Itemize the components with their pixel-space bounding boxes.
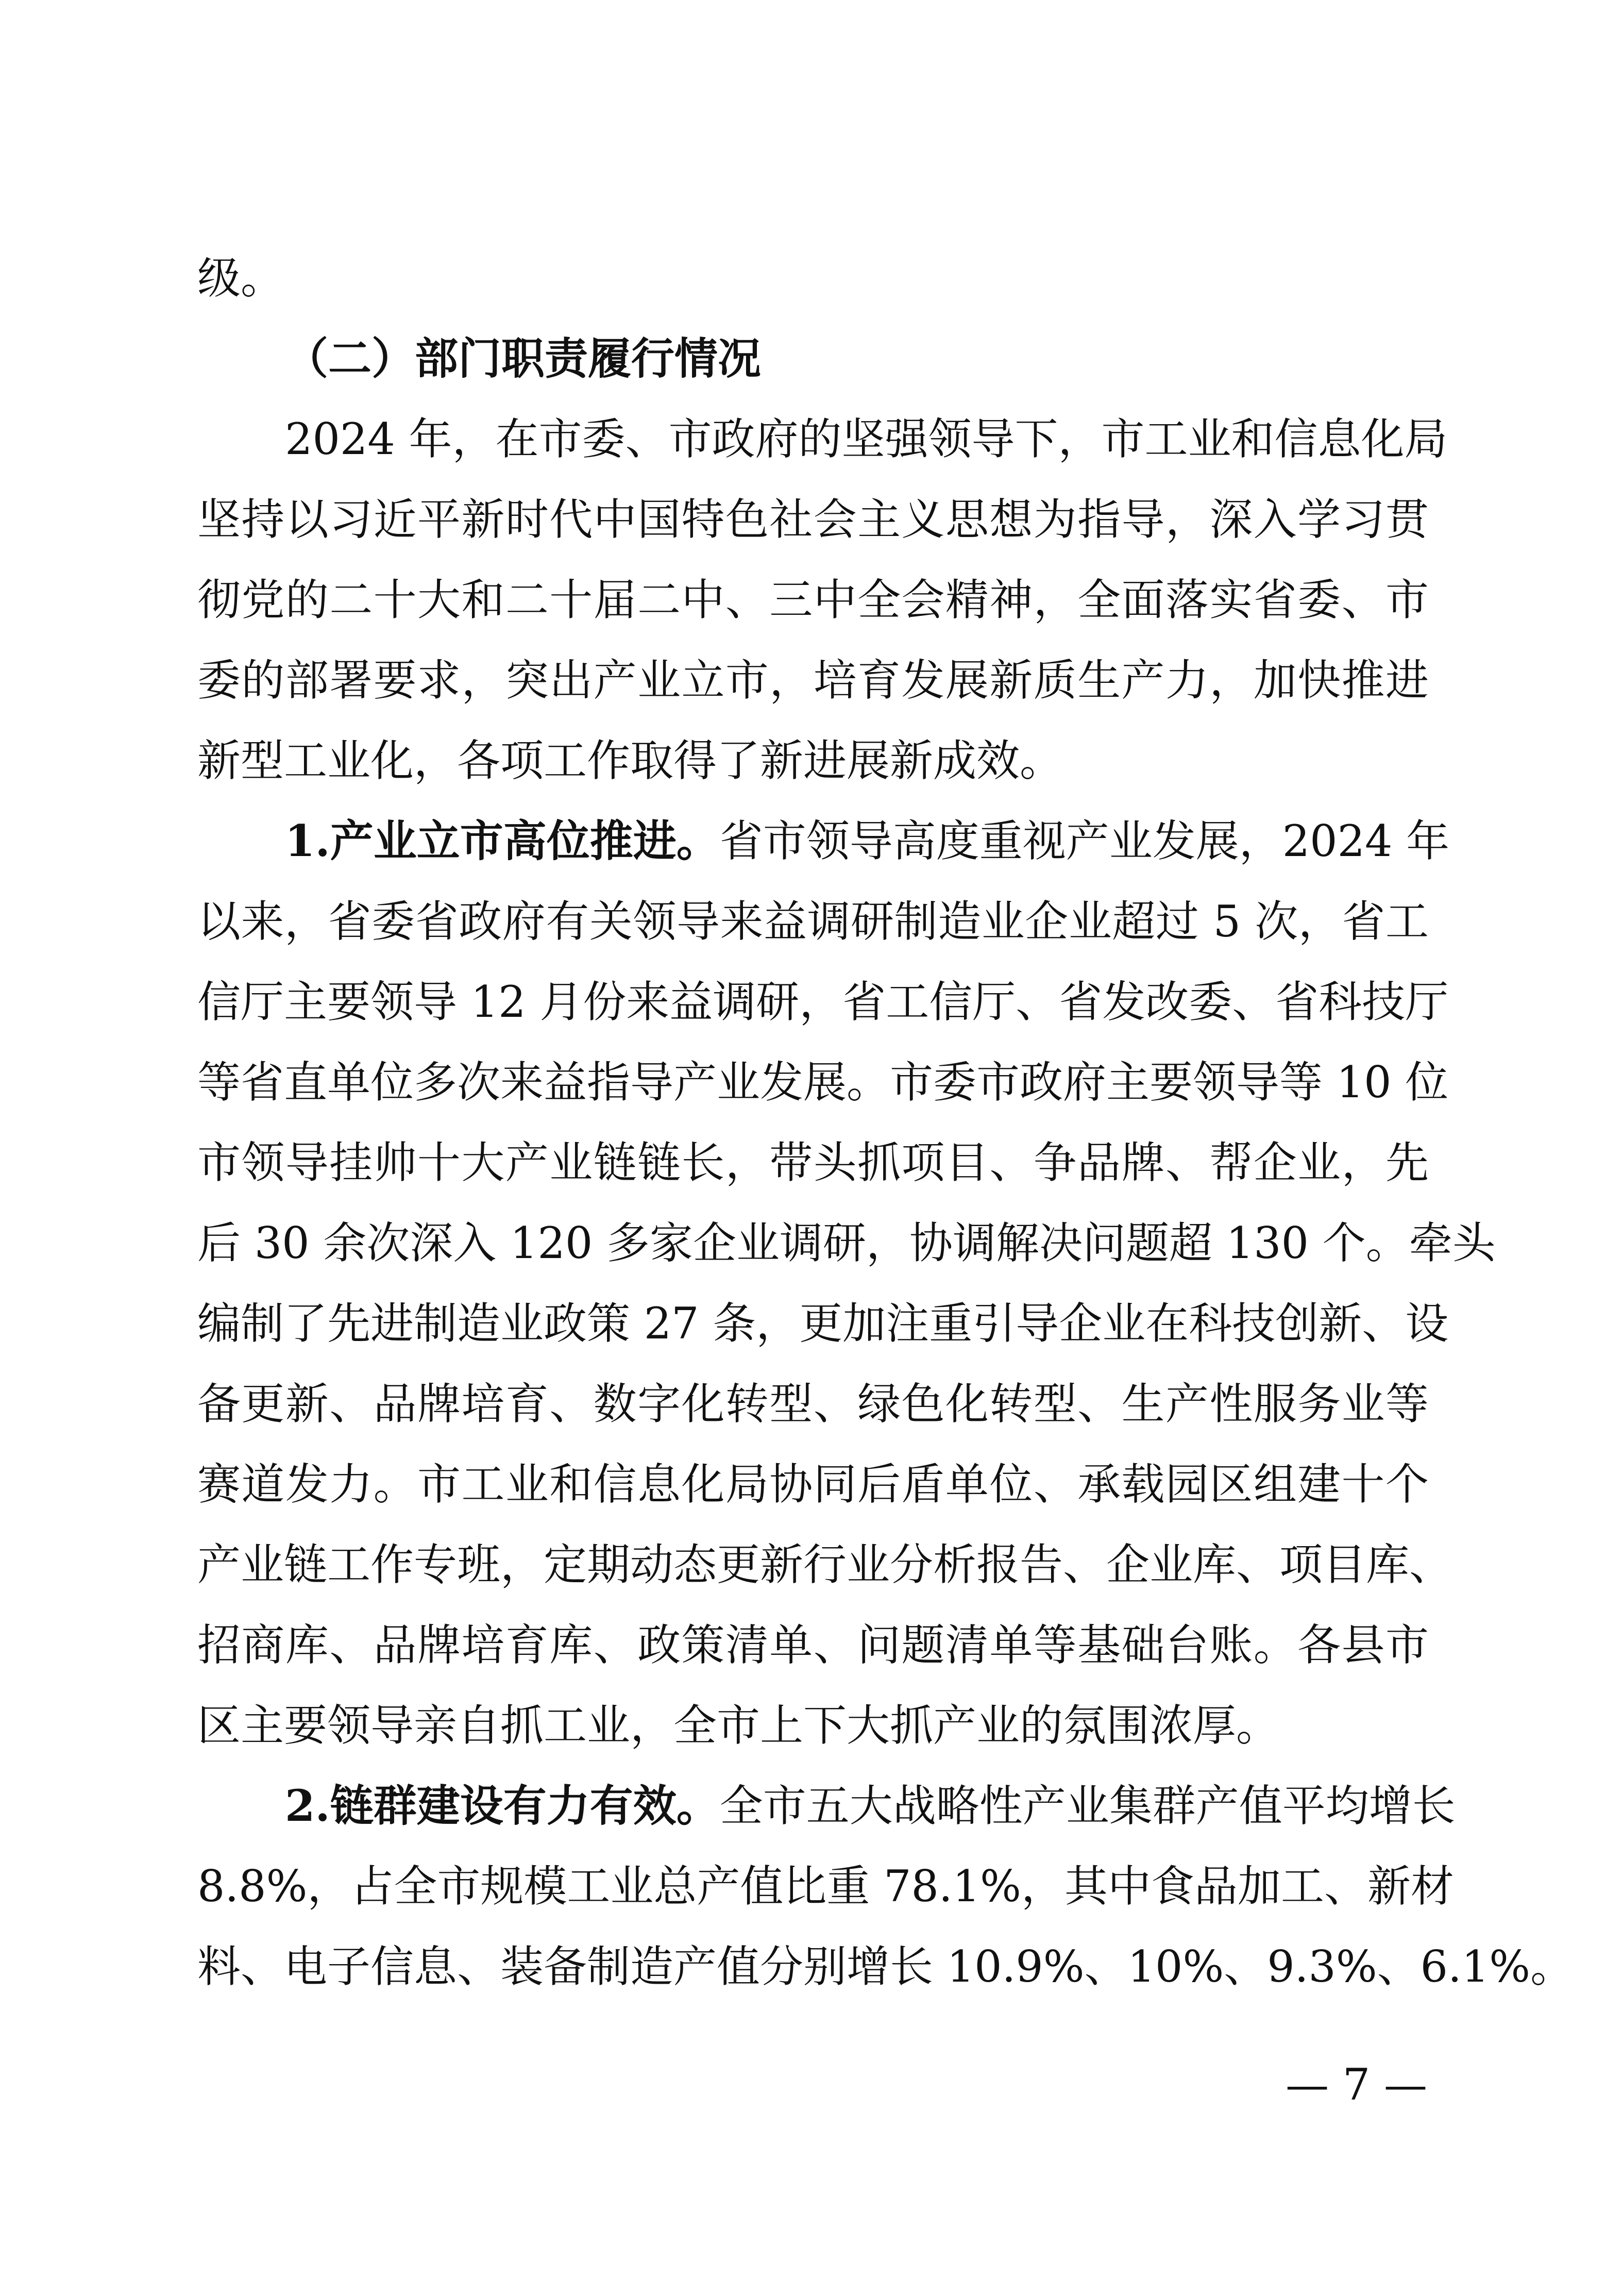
text-line bbox=[197, 801, 1450, 881]
text-line: 市领导挂帅十大产业链链长，带头抓项目、争品牌、帮企业，先 bbox=[197, 1137, 1429, 1188]
text-line: 编制了先进制造业政策 27 条，更加注重引导企业在科技创新、设 bbox=[197, 1298, 1449, 1349]
text-line: 后 30 余次深入 120 多家企业调研，协调解决问题超 130 个。牵头 bbox=[197, 1218, 1496, 1268]
text-line: 招商库、品牌培育库、政策清单、问题清单等基础台账。各县市 bbox=[197, 1620, 1429, 1670]
text-line: 产业链工作专班，定期动态更新行业分析报告、企业库、项目库、 bbox=[197, 1539, 1453, 1590]
text-line: 委的部署要求，突出产业立市，培育发展新质生产力，加快推进 bbox=[197, 655, 1429, 706]
text-line: 赛道发力。市工业和信息化局协同后盾单位、承载园区组建十个 bbox=[197, 1459, 1429, 1510]
text-line: 备更新、品牌培育、数字化转型、绿色化转型、生产性服务业等 bbox=[197, 1379, 1429, 1429]
text-line: 彻党的二十大和二十届二中、三中全会精神，全面落实省委、市 bbox=[197, 575, 1429, 625]
text-line bbox=[197, 1766, 1456, 1846]
text-line: 信厅主要领导 12 月份来益调研，省工信厅、省发改委、省科技厅 bbox=[197, 977, 1449, 1027]
text-line: 级。 bbox=[197, 253, 284, 304]
text-line: 2024 年，在市委、市政府的坚强领导下，市工业和信息化局 bbox=[285, 414, 1448, 464]
text-line: 以来，省委省政府有关领导来益调研制造业企业超过 5 次，省工 bbox=[197, 896, 1429, 947]
page-number: — 7 — bbox=[1286, 2059, 1427, 2110]
section-heading: （二）部门职责履行情况 bbox=[285, 333, 762, 384]
text-line: 新型工业化，各项工作取得了新进展新成效。 bbox=[197, 735, 1063, 786]
text-line: 料、电子信息、装备制造产值分别增长 10.9%、10%、9.3%、6.1%。 bbox=[197, 1941, 1574, 1992]
text-line: 区主要领导亲自抓工业，全市上下大抓产业的氛围浓厚。 bbox=[197, 1700, 1280, 1751]
body-text bbox=[197, 238, 1574, 2007]
text-line: 坚持以习近平新时代中国特色社会主义思想为指导，深入学习贯 bbox=[197, 494, 1429, 545]
item-lead-2: 2.链群建设有力有效。 bbox=[285, 1780, 720, 1831]
text-span: 省市领导高度重视产业发展，2024 年 bbox=[719, 816, 1450, 866]
text-line: 8.8%，占全市规模工业总产值比重 78.1%，其中食品加工、新材 bbox=[197, 1861, 1454, 1912]
text-line: 等省直单位多次来益指导产业发展。市委市政府主要领导等 10 位 bbox=[197, 1057, 1449, 1108]
item-lead-1: 1.产业立市高位推进。 bbox=[285, 815, 720, 866]
text-span: 全市五大战略性产业集群产值平均增长 bbox=[719, 1781, 1456, 1831]
